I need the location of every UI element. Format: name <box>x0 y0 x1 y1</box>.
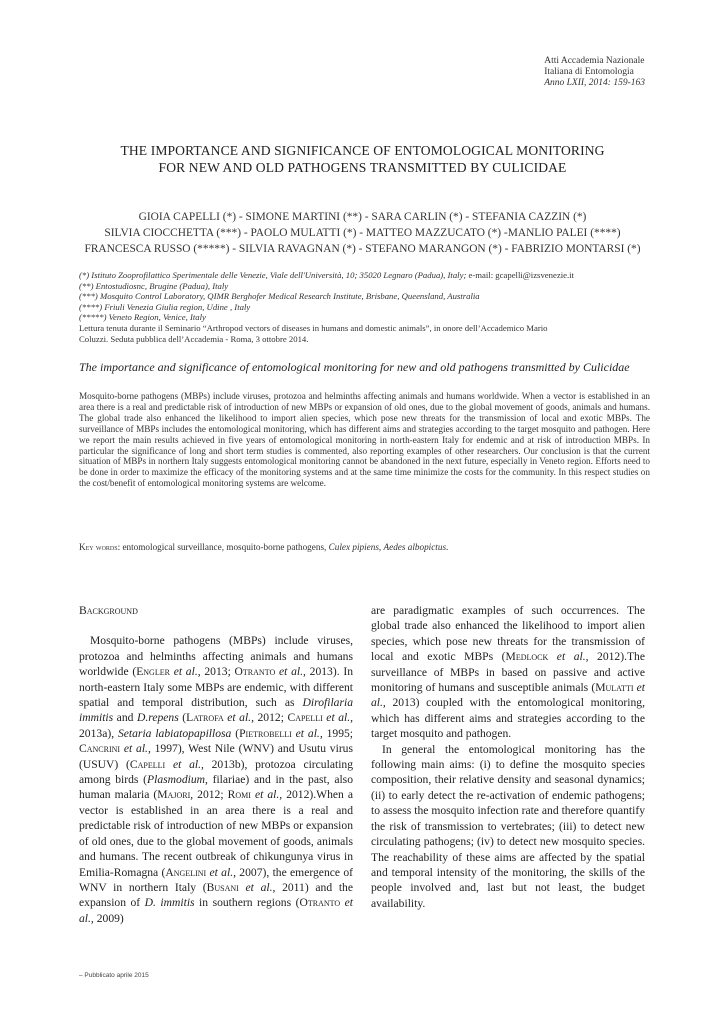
paper-title-line2: FOR NEW AND OLD PATHOGENS TRANSMITTED BY CULICIDAE <box>158 160 567 175</box>
paragraph-1: Mosquito-borne pathogens (MBPs) include viruses, protozoa and helminths affecting animals and humans worldwide (Engler et al., 2013; Otranto et al., 2013). In north-eastern Italy some MBPs are endemic, with different spatial and temporal distribution, such as Dirofilaria immitis and D.repens (Latrofa et al., 2012; Capelli et al., 2013a), Setaria labiatopapillosa (Pietrobelli et al., 1995; Cancrini et al., 1997), West Nile (WNV) and Usutu virus (USUV) (Capelli et al., 2013b), protozoa circulating among birds (Plasmodium, filariae) and in the past, also human malaria (Majori, 2012; Romi et al., 2012).When a vector is established in an area there is a real and predictable risk of introduction of new MBPs or expansion of old ones, due to the global movement of goods, animals and humans. The recent outbreak of chikungunya virus in Emilia-Romagna (Angelini et al., 2007), the emergence of WNV in northern Italy (Busani et al., 2011) and the expansion of D. immitis in southern regions (Otranto et al., 2009) <box>79 634 354 925</box>
journal-name-line1: Atti Accademia Nazionale <box>544 56 645 66</box>
keywords: Key words: entomological surveillance, mosquito-borne pathogens, Culex pipiens, Aedes albopictus. <box>79 542 449 552</box>
lecture-note <box>79 323 650 344</box>
affiliation-4: (****) Friuli Venezia Giulia region, Udine , Italy <box>79 301 251 312</box>
body-column-left <box>79 603 353 926</box>
journal-volume: Anno LXII, 2014: 159-163 <box>544 78 645 88</box>
authors-line1: GIOIA CAPELLI (*) - SIMONE MARTINI (**) - SARA CARLIN (*) - STEFANIA CAZZIN (*) <box>138 211 587 223</box>
keyword-species-2: Aedes albopictus <box>383 542 447 552</box>
keywords-label: Key words <box>79 542 118 552</box>
journal-info <box>544 56 645 89</box>
authors-line3: FRANCESCA RUSSO (*****) - SILVIA RAVAGNAN (*) - STEFANO MARANGON (*) - FABRIZIO MONTARSI (*) <box>84 243 641 255</box>
affiliations <box>79 270 650 344</box>
affiliation-1: (*) Istituto Zooprofilattico Sperimentale delle Venezie, Viale dell'Università, 10; 35020 Legnaro (Padua), Italy; e-mail: gcapelli@izsvenezie.it <box>79 270 574 280</box>
section-heading-background: Background <box>79 604 138 617</box>
journal-name-line2: Italiana di Entomologia <box>544 67 634 77</box>
paper-title <box>70 142 655 176</box>
affiliation-5: (*****) Veneto Region, Venice, Italy <box>79 312 206 323</box>
lecture-note-line2: Coluzzi. Seduta pubblica dell’Accademia - Roma, 3 ottobre 2014. <box>79 333 309 344</box>
paper-title-line1: THE IMPORTANCE AND SIGNIFICANCE OF ENTOMOLOGICAL MONITORING <box>120 143 605 158</box>
abstract-text: Mosquito-borne pathogens (MBPs) include viruses, protozoa and helminths affecting animals and humans worldwide. When a vector is established in an area there is a real and predictable risk of introduction of new MBPs or expansion of old ones, due to the global movement of goods, animals and humans. The global trade also enhanced the likelihood to import alien species, which pose new threats for the transmission of local and exotic MBPs. The surveillance of MBPs includes the entomological monitoring, which has different aims and strategies according to the target mosquito and pathogen. Here we report the main results achieved in five years of entomological monitoring in north-eastern Italy for endemic and at risk of introduction MBPs. In particular the significance of long and short term studies is commented, also reporting examples of other researchers. Our conclusion is that the current situation of MBPs in northern Italy suggests entomological monitoring cannot be abandoned in the next future, especially in Veneto region. Efforts need to be done in order to maximize the efficacy of the monitoring systems and at the same time minimize the costs for the community. In this respect studies on the cost/benefit of entomological monitoring systems are welcome. <box>79 391 650 489</box>
authors-line2: SILVIA CIOCCHETTA (***) - PAOLO MULATTI (*) - MATTEO MAZZUCATO (*) -MANLIO PALEI (****) <box>104 227 621 239</box>
body-column-right <box>371 603 645 911</box>
abstract-title: The importance and significance of entomological monitoring for new and old pathogens transmitted by Culicidae <box>79 360 630 374</box>
lecture-note-line1: Lettura tenuta durante il Seminario “Arthropod vectors of diseases in humans and domestic animals”, in onore dell’Accademico Mario <box>79 322 548 333</box>
publication-note: – Pubblicato aprile 2015 <box>79 972 149 979</box>
keyword-species-1: Culex pipiens <box>328 542 379 552</box>
paragraph-2: In general the entomological monitoring has the following main aims: (i) to define the mosquito species composition, their relative density and seasonal dynamics; (ii) to early detect the re-activation of endemic pathogens; to assess the mosquito infection rate and therefore quantify the risk of transmission to vertebrates; (iii) to detect new circulating pathogens; (iv) to detect new mosquito species. The reachability of these aims are affected by the spatial and temporal intensity of the monitoring, the skills of the people involved and, last but not least, the budget availability. <box>371 742 645 910</box>
author-list <box>60 209 665 257</box>
affiliation-2: (**) Entostudiosnc, Brugine (Padua), Italy <box>79 280 229 291</box>
paragraph-1-continued: are paradigmatic examples of such occurrences. The global trade also enhanced the likelihood to import alien species, which pose new threats for the transmission of local and exotic MBPs (Medlock et al., 2012).The surveillance of MBPs in based on passive and active monitoring of humans and susceptible animals (Mulatti et al., 2013) coupled with the entomological monitoring, which has different aims and strategies according to the target mosquito and pathogen. <box>371 604 646 741</box>
affiliation-3: (***) Mosquito Control Laboratory, QIMR Berghofer Medical Research Institute, Brisbane, Queensland, Australia <box>79 291 480 302</box>
affiliation-email: e-mail: gcapelli@izsvenezie.it <box>466 270 574 280</box>
